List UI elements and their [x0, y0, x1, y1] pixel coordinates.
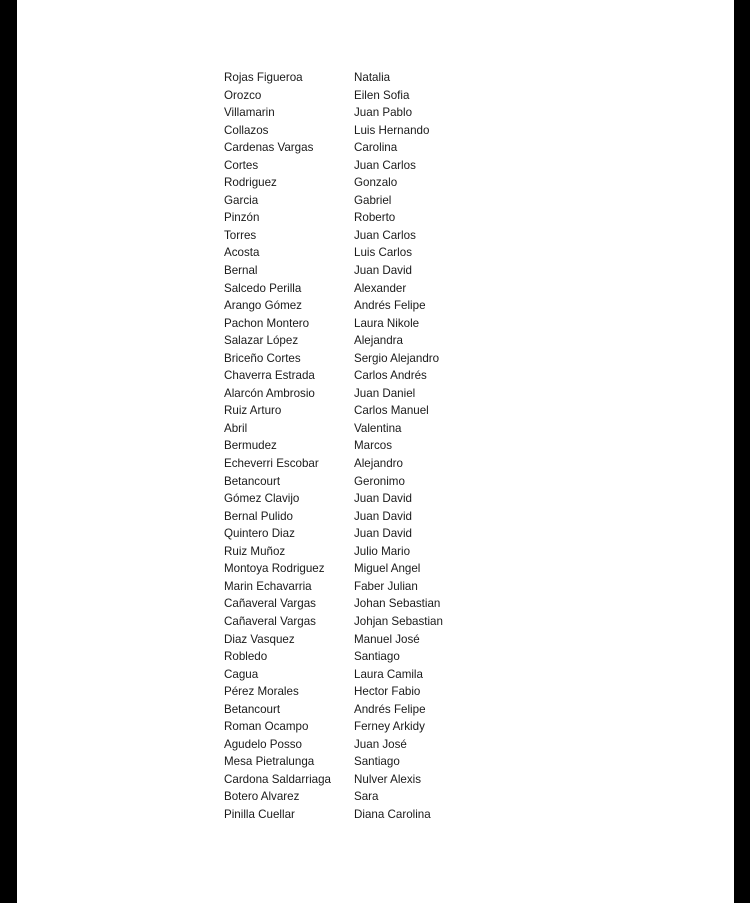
surname: Salazar López [224, 334, 299, 348]
surname: Bernal Pulido [224, 509, 293, 523]
given-name: Laura Camila [354, 667, 423, 681]
given-name: Valentina [354, 421, 402, 435]
surname: Bernal [224, 264, 258, 278]
surname: Bermudez [224, 439, 277, 453]
list-item [224, 631, 443, 649]
surname: Torres [224, 228, 257, 242]
given-name: Alejandra [354, 334, 403, 348]
given-name: Geronimo [354, 474, 405, 488]
surname: Orozco [224, 88, 262, 102]
list-item [224, 174, 443, 192]
surname: Salcedo Perilla [224, 281, 302, 295]
surname: Cardona Saldarriaga [224, 772, 331, 786]
list-item [224, 157, 443, 175]
surname: Rojas Figueroa [224, 71, 303, 84]
given-name: Alejandro [354, 457, 403, 471]
list-item [224, 332, 443, 350]
surname: Roman Ocampo [224, 720, 309, 734]
given-name: Juan David [354, 527, 413, 541]
given-name: Diana Carolina [354, 807, 431, 821]
list-item [224, 683, 443, 701]
list-item [224, 420, 443, 438]
given-name: Marcos [354, 439, 393, 453]
list-item [224, 648, 443, 666]
list-item [224, 385, 443, 403]
list-item [224, 788, 443, 806]
list-item [224, 736, 443, 754]
given-name: Juan Carlos [354, 158, 416, 172]
given-name: Juan David [354, 509, 413, 523]
list-item [224, 666, 443, 684]
surname: Ruiz Arturo [224, 404, 282, 418]
list-item [224, 87, 443, 105]
surname: Pinilla Cuellar [224, 807, 295, 821]
given-name: Carolina [354, 141, 398, 155]
given-name: Sara [354, 790, 379, 804]
list-item [224, 297, 443, 315]
given-name: Faber Julian [354, 579, 418, 593]
list-item [224, 455, 443, 473]
surname: Montoya Rodriguez [224, 562, 325, 576]
list-item [224, 367, 443, 385]
surname: Cañaveral Vargas [224, 597, 316, 611]
list-item [224, 402, 443, 420]
given-name: Gonzalo [354, 176, 398, 190]
given-name: Sergio Alejandro [354, 351, 440, 365]
given-name: Natalia [354, 71, 391, 84]
surname: Arango Gómez [224, 299, 302, 313]
given-name: Andrés Felipe [354, 702, 426, 716]
list-item [224, 473, 443, 491]
list-item [224, 701, 443, 719]
surname: Cardenas Vargas [224, 141, 314, 155]
surname: Echeverri Escobar [224, 457, 319, 471]
given-name: Johjan Sebastian [354, 614, 443, 628]
list-item [224, 437, 443, 455]
list-item [224, 525, 443, 543]
given-name: Gabriel [354, 193, 392, 207]
given-name: Nulver Alexis [354, 772, 422, 786]
surname: Cagua [224, 667, 259, 681]
list-item [224, 543, 443, 561]
surname: Quintero Diaz [224, 527, 295, 541]
given-name: Santiago [354, 755, 400, 769]
surname: Chaverra Estrada [224, 369, 315, 383]
list-item [224, 244, 443, 262]
given-name: Carlos Andrés [354, 369, 427, 383]
surname: Botero Alvarez [224, 790, 300, 804]
surname: Abril [224, 421, 248, 435]
list-item [224, 192, 443, 210]
list-item [224, 139, 443, 157]
surname: Cortes [224, 158, 259, 172]
list-item [224, 227, 443, 245]
given-name: Juan David [354, 264, 413, 278]
surname: Robledo [224, 650, 268, 664]
list-item [224, 315, 443, 333]
surname: Betancourt [224, 474, 281, 488]
list-item [224, 771, 443, 789]
surname: Garcia [224, 193, 259, 207]
given-name: Santiago [354, 650, 400, 664]
surname: Betancourt [224, 702, 281, 716]
given-name: Laura Nikole [354, 316, 420, 330]
given-name: Juan José [354, 737, 407, 751]
list-item [224, 508, 443, 526]
given-name: Juan Carlos [354, 228, 416, 242]
given-name: Andrés Felipe [354, 299, 426, 313]
list-item [224, 718, 443, 736]
surname: Gómez Clavijo [224, 492, 300, 506]
surname: Cañaveral Vargas [224, 614, 316, 628]
list-item [224, 753, 443, 771]
given-name: Miguel Angel [354, 562, 421, 576]
given-name: Eilen Sofia [354, 88, 410, 102]
surname: Briceño Cortes [224, 351, 301, 365]
given-name: Luis Carlos [354, 246, 412, 260]
list-item [224, 578, 443, 596]
surname: Pinzón [224, 211, 260, 225]
list-item [224, 350, 443, 368]
list-item [224, 613, 443, 631]
surname: Alarcón Ambrosio [224, 386, 315, 400]
list-item [224, 69, 443, 87]
name-list [224, 69, 443, 824]
given-name: Juan David [354, 492, 413, 506]
list-item [224, 280, 443, 298]
surname: Agudelo Posso [224, 737, 302, 751]
list-item [224, 209, 443, 227]
list-item [224, 122, 443, 140]
given-name: Alexander [354, 281, 407, 295]
document-page [17, 0, 734, 903]
given-name: Roberto [354, 211, 396, 225]
list-item [224, 595, 443, 613]
surname: Diaz Vasquez [224, 632, 295, 646]
given-name: Johan Sebastian [354, 597, 441, 611]
given-name: Carlos Manuel [354, 404, 429, 418]
surname: Ruiz Muñoz [224, 544, 286, 558]
list-item [224, 262, 443, 280]
given-name: Manuel José [354, 632, 420, 646]
surname: Acosta [224, 246, 260, 260]
surname: Mesa Pietralunga [224, 755, 315, 769]
surname: Pérez Morales [224, 685, 299, 699]
surname: Pachon Montero [224, 316, 310, 330]
given-name: Juan Daniel [354, 386, 416, 400]
surname: Villamarin [224, 106, 275, 120]
given-name: Ferney Arkidy [354, 720, 425, 734]
list-item [224, 806, 443, 824]
surname: Collazos [224, 123, 269, 137]
list-item [224, 560, 443, 578]
list-item [224, 104, 443, 122]
surname: Rodriguez [224, 176, 277, 190]
given-name: Julio Mario [354, 544, 411, 558]
list-item [224, 490, 443, 508]
given-name: Juan Pablo [354, 106, 413, 120]
given-name: Hector Fabio [354, 685, 421, 699]
surname: Marin Echavarria [224, 579, 312, 593]
given-name: Luis Hernando [354, 123, 430, 137]
